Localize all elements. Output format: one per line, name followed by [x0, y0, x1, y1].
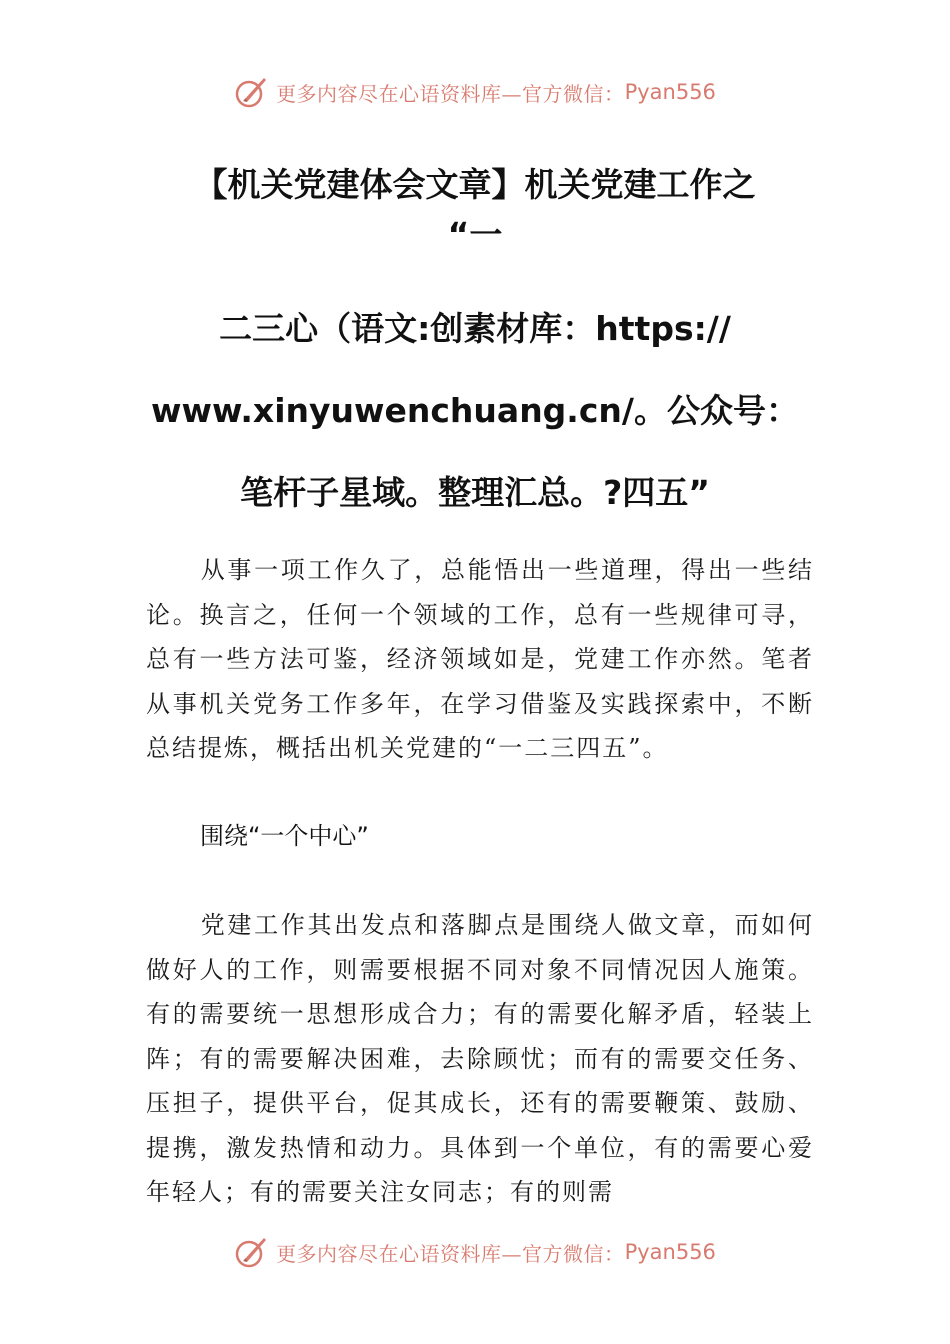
wechat-id: Pyan556 [624, 1240, 716, 1264]
title-line-4: www.xinyuwenchuang.cn/。公众号： [151, 391, 799, 430]
title-line-2: “一 [447, 215, 503, 254]
body-paragraph-1 [146, 548, 814, 771]
quill-logo-icon [234, 74, 270, 110]
title-line-5: 笔杆子星域。整理汇总。?四五” [240, 473, 710, 512]
title-line-1: 【机关党建体会文章】机关党建工作之 [194, 165, 756, 204]
body-paragraph-2 [146, 903, 814, 1215]
paragraph-2-text: 党建工作其出发点和落脚点是围绕人做文章，而如何做好人的工作，则需要根据不同对象不同情况因人施策。有的需要统一思想形成合力；有的需要化解矛盾，轻装上阵；有的需要解决困难，去除顾忧；而有的需要交任务、压担子，提供平台，促其成长，还有的需要鞭策、鼓励、提携，激发热情和动力。具体到一个单位，有的需要心爱年轻人；有的需要关注女同志；有的则需 [146, 911, 814, 1206]
footer-watermark [0, 1232, 950, 1272]
wechat-id: Pyan556 [624, 80, 716, 104]
paragraph-1-text: 从事一项工作久了，总能悟出一些道理，得出一些结论。换言之，任何一个领域的工作，总有一些规律可寻，总有一些方法可鉴，经济领域如是，党建工作亦然。笔者从事机关党务工作多年，在学习借鉴及实践探索中，不断总结提炼，概括出机关党建的“一二三四五”。 [146, 556, 814, 762]
section-heading: 围绕“一个中心” [200, 822, 369, 850]
banner-text: 更多内容尽在心语资料库—官方微信： [276, 81, 625, 106]
title-line-3: 二三心（语文:创素材库：https:// [219, 309, 731, 348]
document-title [100, 160, 850, 534]
quill-logo-icon [234, 1234, 270, 1270]
banner-text: 更多内容尽在心语资料库—官方微信： [276, 1241, 625, 1266]
header-watermark [0, 72, 950, 112]
